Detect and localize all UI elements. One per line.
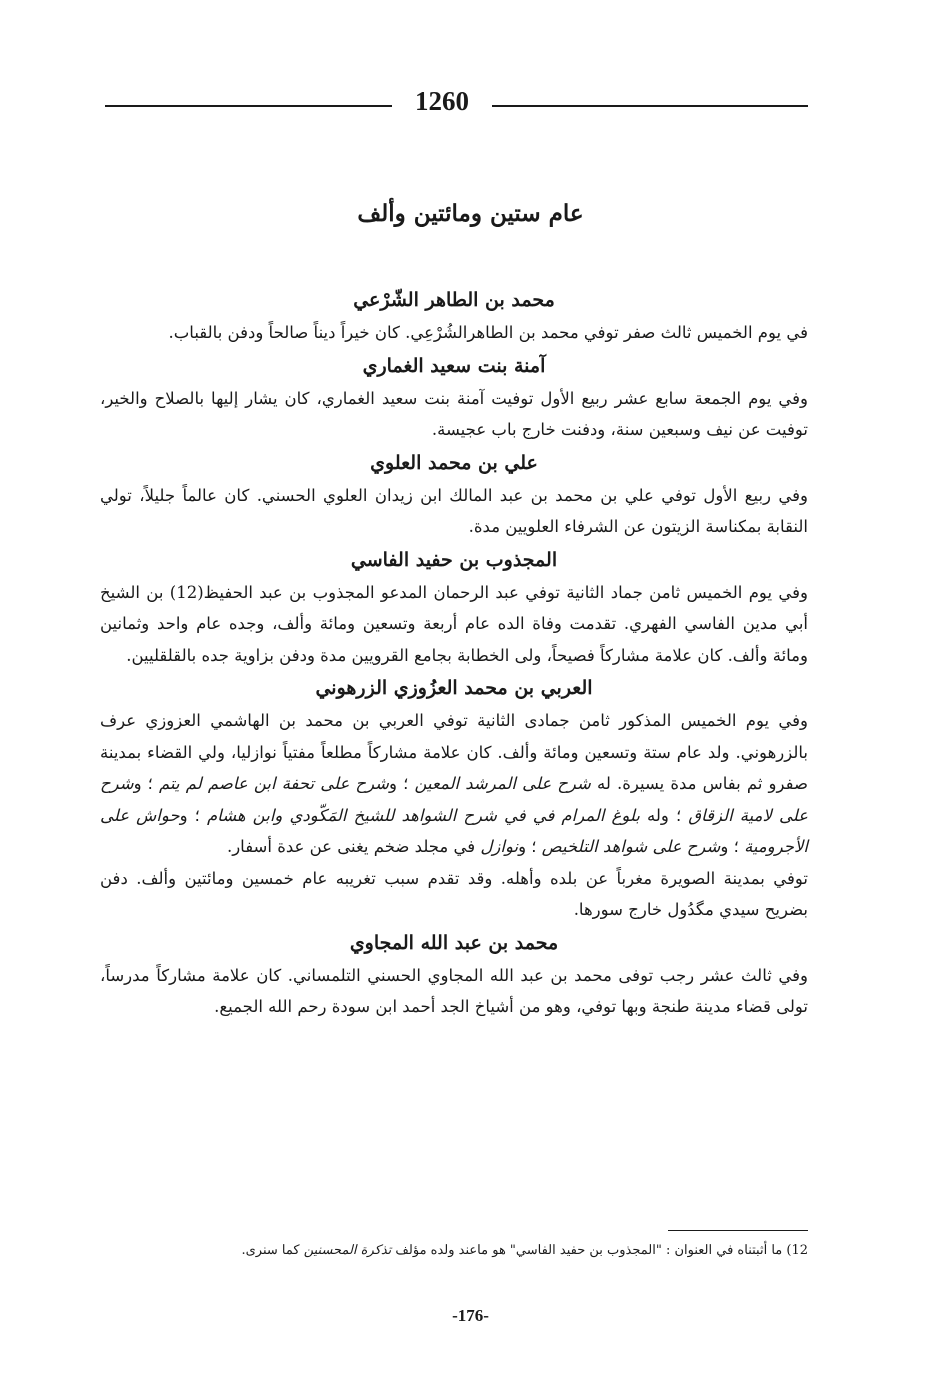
- paragraph-text: وفي ثالث عشر رجب توفى محمد بن عبد الله المجاوي الحسني التلمساني. كان علامة مشاركاً مدرساً، تولى قضاء مدينة طنجة وبها توفي، وهو من أشياخ الجد أحمد ابن سودة رحم الله الجميع.: [100, 965, 808, 1016]
- paragraph-title-italic: بلوغ المرام في في شرح الشواهد للشيخ المَكّودي وابن هشام: [206, 805, 640, 825]
- header-rule-left: [105, 105, 392, 107]
- entry-paragraph: [100, 577, 808, 672]
- entry-paragraph: [100, 705, 808, 863]
- header-year-number: 1260: [415, 86, 469, 116]
- entry-paragraph: [100, 863, 808, 926]
- paragraph-text: ؛ و: [133, 774, 160, 793]
- entry-paragraph: [100, 480, 808, 543]
- paragraph-text: في مجلد ضخم يغنى عن عدة أسفار.: [226, 837, 481, 856]
- entry: [100, 926, 808, 1023]
- footnote-text: كما سنرى.: [241, 1243, 304, 1258]
- entry: [100, 349, 808, 446]
- paragraph-text: ؛ و: [179, 805, 207, 825]
- paragraph-title-italic: حواش على الأجرومية: [100, 805, 808, 856]
- paragraph-text: ؛ و: [389, 774, 415, 793]
- paragraph-text: وفي يوم الخميس ثامن جماد الثانية توفي عبد الرحمان المدعو المجذوب بن عبد الحفيظ(12) بن الشيخ أبي مدين الفاسي الفهري. تقدمت وفاة الده عام أربعة وتسعين ومائة وألف، وجده عام واحد وثمانين ومائة وألف. كان علامة مشاركاً فصيحاً، ولى الخطابة بجامع القرويين مدة ودفن بزاوية جده بالقلقليين.: [100, 582, 808, 665]
- entry-paragraph: [100, 960, 808, 1023]
- paragraph-title-italic: شرح على المرشد المعين: [414, 774, 591, 793]
- footnote: [180, 1240, 808, 1262]
- entry-paragraph: [100, 317, 808, 349]
- paragraph-text: وفي يوم الجمعة سابع عشر ربيع الأول توفيت آمنة بنت سعيد الغماري، كان يشار إليها بالصلاح والخير، توفيت عن نيف وسبعين سنة، ودفنت خارج باب عجيسة.: [100, 388, 808, 439]
- paragraph-title-italic: شرح على شواهد التلخيص: [541, 837, 721, 856]
- footnote-rule: [668, 1230, 808, 1231]
- entry: [100, 446, 808, 543]
- paragraph-text: ؛ وله: [639, 805, 689, 825]
- entry-heading: علي بن محمد العلوي: [370, 451, 538, 474]
- entry-heading: المجذوب بن حفيد الفاسي: [350, 548, 558, 571]
- entry-heading: العربي بن محمد العزُوزي الزرهوني: [315, 677, 593, 699]
- footnote-text: 12) ما أثبتناه في العنوان : "المجذوب بن حفيد الفاسي" هو ماعند ولده مؤلف: [391, 1243, 808, 1258]
- running-header: [100, 84, 810, 124]
- paragraph-title-italic: شرح على تحفة ابن عاصم لم يتم: [159, 774, 390, 793]
- paragraph-title-italic: شرح على لامية الزقاق: [100, 774, 809, 825]
- entry: [100, 543, 808, 672]
- paragraph-title-italic: نوازل: [480, 837, 519, 856]
- paragraph-text: في يوم الخميس ثالث صفر توفي محمد بن الطاهرالشُرْعِي. كان خيراً ديناً صالحاً ودفن بالقباب.: [168, 323, 808, 342]
- entry: [100, 283, 808, 349]
- entry: [100, 671, 808, 926]
- footnote-title-italic: تذكرة المحسنين: [303, 1243, 392, 1258]
- entry-heading: آمنة بنت سعيد الغماري: [362, 354, 546, 377]
- entry-heading: محمد بن عبد الله المجاوي: [349, 931, 559, 954]
- paragraph-text: ؛ و: [720, 837, 745, 856]
- paragraph-text: ؛ و: [518, 837, 542, 856]
- page-number: -176-: [452, 1306, 489, 1325]
- paragraph-text: وفي يوم الخميس المذكور ثامن جمادى الثانية توفي العربي بن محمد بن الهاشمي العزوزي عرف بالزرهوني. ولد عام ستة وتسعين ومائة وألف. كان علامة مشاركاً مطلعاً مفتياً نوازليا، ولي القضاء بمدينة صفرو ثم بفاس مدة يسيرة. له: [100, 711, 808, 793]
- paragraph-text: وفي ربيع الأول توفي علي بن محمد بن عبد المالك ابن زيدان العلوي الحسني. كان عالماً جليلاً، تولي النقابة بمكناسة الزيتون عن الشرفاء العلويين مدة.: [100, 485, 808, 536]
- year-title: عام ستين ومائتين وألف: [357, 200, 584, 227]
- paragraph-text: توفي بمدينة الصويرة مغرباً عن بلده وأهله. وقد تقدم سبب تغريبه عام خمسين ومائتين وألف. دفن بضريح سيدي مگدُول خارج سورها.: [100, 868, 808, 919]
- entry-paragraph: [100, 383, 808, 446]
- entries-list: [100, 283, 808, 1023]
- entry-heading: محمد بن الطاهر الشّرْعي: [353, 289, 555, 311]
- header-rule-right: [492, 105, 808, 107]
